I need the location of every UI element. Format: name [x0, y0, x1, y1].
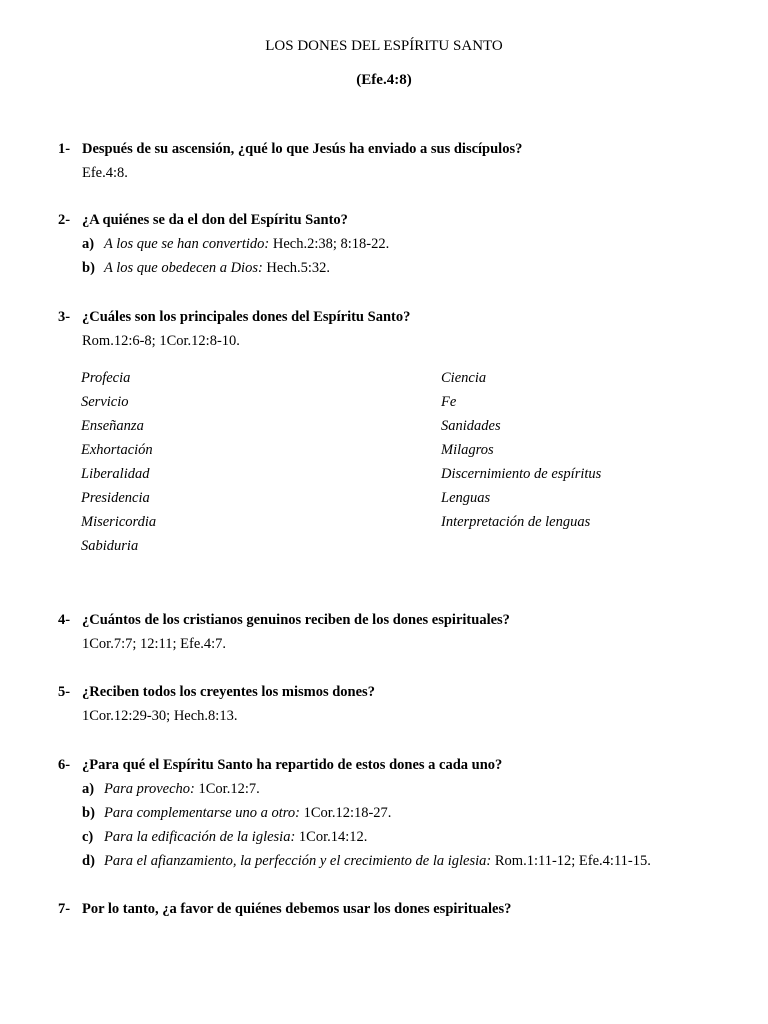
item-italic-text: Para complementarse uno a otro:: [104, 805, 300, 821]
answer-item: [58, 256, 738, 280]
answer-item: [58, 849, 738, 873]
gift-item: Sabiduria: [81, 538, 139, 554]
document-title: LOS DONES DEL ESPÍRITU SANTO: [265, 38, 503, 54]
question-reference: 1Cor.12:29-30; Hech.8:13.: [82, 708, 238, 724]
gift-item: Enseñanza: [81, 418, 144, 434]
question-line: [58, 608, 738, 632]
item-reference: Rom.1:11-12; Efe.4:11-15.: [494, 853, 651, 869]
gift-item: Liberalidad: [81, 466, 150, 482]
question-number: 7-: [58, 901, 71, 917]
question-4: [58, 608, 738, 656]
gifts-left-column: [81, 366, 156, 558]
question-text: ¿Para qué el Espíritu Santo ha repartido de estos dones a cada uno?: [82, 757, 503, 773]
question-text: Después de su ascensión, ¿qué lo que Jesús ha enviado a sus discípulos?: [82, 141, 523, 157]
question-reference: 1Cor.7:7; 12:11; Efe.4:7.: [82, 636, 227, 652]
item-letter: b): [82, 260, 95, 276]
gifts-right-column: [441, 366, 601, 534]
answer-item: [58, 777, 738, 801]
question-line: [58, 753, 738, 777]
gift-item: Presidencia: [81, 490, 150, 506]
item-letter: b): [82, 805, 95, 821]
item-letter: a): [82, 236, 95, 252]
question-number: 6-: [58, 757, 71, 773]
item-letter: c): [82, 829, 94, 845]
question-line: [58, 897, 738, 921]
gift-item: Servicio: [81, 394, 129, 410]
answer-item: [58, 825, 738, 849]
gift-item: Misericordia: [81, 514, 157, 530]
item-italic-text: A los que se han convertido:: [104, 236, 270, 252]
item-reference: 1Cor.14:12.: [298, 829, 368, 845]
gift-item: Sanidades: [441, 418, 501, 434]
item-italic-text: Para el afianzamiento, la perfección y el crecimiento de la iglesia:: [104, 853, 492, 869]
gift-item: Ciencia: [441, 370, 487, 386]
question-number: 5-: [58, 684, 71, 700]
answer-item: [58, 801, 738, 825]
gift-item: Interpretación de lenguas: [441, 514, 591, 530]
question-number: 2-: [58, 212, 71, 228]
document-subtitle: (Efe.4:8): [356, 72, 412, 88]
question-text: ¿Cuántos de los cristianos genuinos reciben de los dones espirituales?: [82, 612, 510, 628]
item-italic-text: Para la edificación de la iglesia:: [104, 829, 296, 845]
item-letter: a): [82, 781, 95, 797]
gift-item: Exhortación: [81, 442, 153, 458]
gift-item: Milagros: [441, 442, 494, 458]
question-text: ¿Cuáles son los principales dones del Espíritu Santo?: [82, 309, 411, 325]
item-reference: 1Cor.12:7.: [198, 781, 260, 797]
question-line: [58, 208, 738, 232]
question-text: Por lo tanto, ¿a favor de quiénes debemos usar los dones espirituales?: [82, 901, 512, 917]
answer-item: [58, 232, 738, 256]
item-reference: Hech.2:38; 8:18-22.: [272, 236, 390, 252]
question-text: ¿Reciben todos los creyentes los mismos dones?: [82, 684, 375, 700]
question-2: [58, 208, 738, 280]
question-7: [58, 897, 738, 921]
gift-item: Fe: [441, 394, 457, 410]
question-reference: Rom.12:6-8; 1Cor.12:8-10.: [82, 333, 240, 349]
question-line: [58, 137, 738, 161]
question-1: [58, 137, 738, 185]
gift-item: Lenguas: [441, 490, 491, 506]
question-text: ¿A quiénes se da el don del Espíritu Santo?: [82, 212, 348, 228]
gift-item: Discernimiento de espíritus: [441, 466, 602, 482]
question-line: [58, 305, 738, 329]
question-3: [58, 305, 738, 353]
question-number: 4-: [58, 612, 71, 628]
gift-item: Profecia: [81, 370, 131, 386]
question-number: 1-: [58, 141, 71, 157]
item-letter: d): [82, 853, 95, 869]
item-reference: Hech.5:32.: [266, 260, 331, 276]
item-italic-text: Para provecho:: [104, 781, 195, 797]
question-5: [58, 680, 738, 728]
item-reference: 1Cor.12:18-27.: [303, 805, 392, 821]
question-6: [58, 753, 738, 873]
item-italic-text: A los que obedecen a Dios:: [104, 260, 263, 276]
question-reference: Efe.4:8.: [82, 165, 128, 181]
question-number: 3-: [58, 309, 71, 325]
question-line: [58, 680, 738, 704]
